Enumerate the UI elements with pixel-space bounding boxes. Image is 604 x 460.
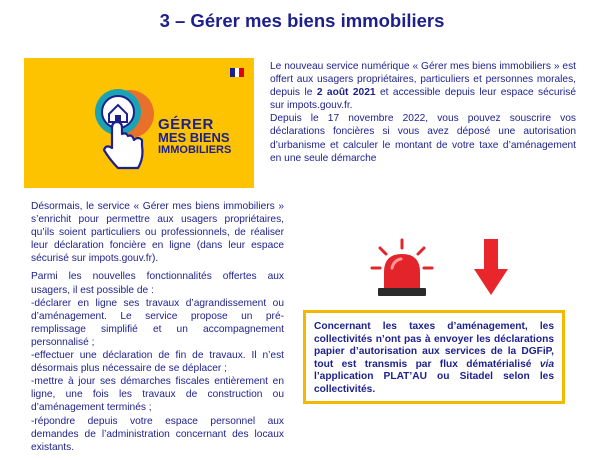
- brand-line-2: MES BIENS: [158, 130, 230, 145]
- launch-date: 2 août 2021: [316, 87, 376, 99]
- feature-item: -répondre depuis votre espace personnel aux demandes de l’administration concernant des locaux existants.: [31, 415, 284, 453]
- intro-text-a: Le nouveau service numérique « Gérer mes biens immobiliers » est offert aux usagers propriétaires, particuliers et personnes morales, depuis le: [270, 61, 576, 99]
- feature-item: -effectuer une déclaration de fin de travaux. Il n’est désormais plus nécessaire de se déplacer ;: [31, 350, 284, 375]
- features-intro: Désormais, le service « Gérer mes biens immobiliers » s’enrichit pour permettre aux usagers propriétaires, qu’ils soient particuliers ou professionnels, de réaliser leur déclaration foncière en ligne (dans leur espace sécurisé sur impots.gouv.fr).: [31, 201, 284, 265]
- arrow-down-icon: [474, 239, 508, 295]
- intro-text-b: et accessible depuis leur espace sécurisé sur impots.gouv.fr.: [270, 87, 576, 112]
- feature-item: -déclarer en ligne ses travaux d’agrandissement ou d’aménagement. Le service propose un pré-remplissage simplifié et un accompagnement personnalisé ;: [31, 297, 284, 348]
- brand-line-3: IMMOBILIERS: [158, 144, 232, 156]
- brand-wordmark: [158, 118, 231, 157]
- callout-box: [303, 310, 565, 404]
- feature-item: -mettre à jour ses démarches fiscales entièrement en ligne, une fois les travaux de construction ou d’aménagement terminés ;: [31, 376, 284, 414]
- intro-paragraph-1: [270, 60, 576, 112]
- service-banner: [24, 58, 254, 188]
- features-lead: Parmi les nouvelles fonctionnalités offertes aux usagers, il est possible de :: [31, 271, 284, 296]
- brand-line-1: GÉRER: [158, 116, 214, 133]
- callout-text-b: l’application PLAT’AU ou Sitadel selon les collectivités.: [314, 371, 554, 395]
- french-flag-icon: [230, 68, 244, 77]
- intro-text: [270, 60, 576, 165]
- page-title: 3 – Gérer mes biens immobiliers: [159, 10, 445, 31]
- features-column: [31, 200, 284, 454]
- siren-icon: [370, 238, 434, 300]
- intro-paragraph-2: Depuis le 17 novembre 2022, vous pouvez souscrire vos déclarations foncières si vous avez déposé une autorisation d’urbanisme et calculer le montant de votre taxe d’aménagement en une seule démarche: [270, 113, 576, 164]
- house-hand-icon: [90, 86, 162, 176]
- callout-text-a: Concernant les taxes d’aménagement, les collectivités n’ont pas à envoyer les déclarations papier d’autorisation aux services de la DGFiP, tout est transmis par flux dématérialisé: [314, 321, 554, 370]
- callout-text-via: via: [539, 358, 554, 370]
